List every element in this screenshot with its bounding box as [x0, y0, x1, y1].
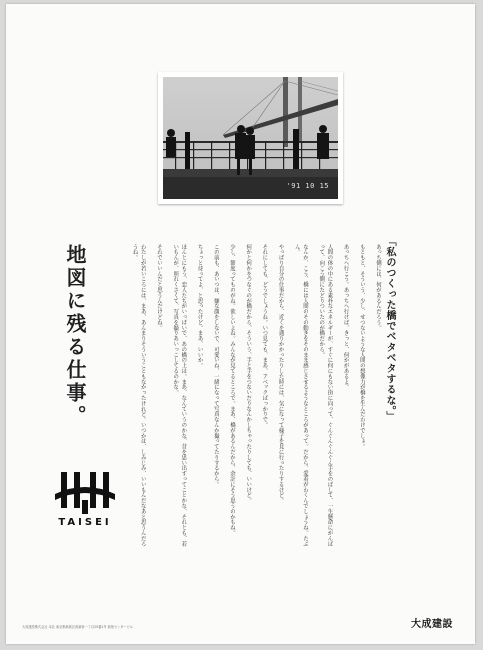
- body-paragraph: 人間の体の中にある素朴なエネルギーが、すぐに何にもない街に向って、ぐんぐんぐんぐん手をのばして、一生懸命にがんばって、向こう側にたどりついたのが橋だから。: [318, 244, 333, 547]
- advertisement-page: [6, 4, 475, 644]
- logo-wordmark: TAISEI: [58, 517, 112, 528]
- body-paragraph: それでいいんだと思うんだけどね。: [155, 244, 162, 331]
- body-paragraph: この前も、あいつは、嫌な顔をしないで、可愛いね、一緒になって写真なんか撮ってたりするから。: [212, 244, 219, 487]
- bridge-photo: [158, 72, 343, 204]
- body-paragraph: なんか、こう、橋には人間のその動きをそのまま感じさせるようなところがあって。だから、愛着がわくんでしょうね。たぶん。: [293, 244, 308, 547]
- body-paragraph: やっぱり自分の仕事だから、近くを通りかかったりした時には、気になって様子を見に行ったりするけど。: [277, 244, 284, 504]
- photo-date-stamp: '91 10 15: [286, 182, 329, 190]
- body-paragraph: 少し、節度ってものがね。欲しいよね。みんなが見てるところで。まあ、橋があるんだから、余計にそう思うのかもね。: [228, 244, 235, 536]
- body-paragraph: ほんとにもう、恋人たちがいっぱいで、あの橋の上は。まあ、なんていうのかな、昔を思い出すってことかな、それとも、若いもんが、照れくさくて、写真を撮りあいっこしてるのかな。: [172, 244, 187, 547]
- corporation-name: 大成建設: [411, 619, 453, 630]
- body-paragraph: わたしが若いころには、まあ、あんまりそういうこともなかったけれど。いつかは、しみじみ、いいもんだなあと思うんだろうね。: [131, 244, 146, 547]
- bridge-photo-image: [163, 77, 338, 199]
- body-paragraph: もともと、そういう、少し、せつないような人間の想像力が橋を生んだわけでしょ。: [358, 244, 365, 450]
- ad-title: 地図に残る仕事。: [63, 244, 87, 428]
- headline: 「私のつくった橋でベタベタするな。」: [384, 236, 395, 422]
- body-paragraph: あっちへ行こう。あっちへ行けば、きっと、何かがあるよ。: [342, 244, 349, 390]
- fineprint: 大成建設株式会社 本社 東京都新宿区西新宿一丁目25番1号 新宿センタービル: [22, 625, 133, 629]
- body-paragraph: それにしても、どうでしょうね。いつ見ても、まあ、アベックばっかりで。: [261, 244, 268, 428]
- body-paragraph: 何かと何かをつなぐのが橋だから、そういう、手と手をつないだりなんかしちゃったりしても、いいけど。: [245, 244, 252, 504]
- body-copy: [122, 244, 382, 550]
- body-paragraph: ちょっと待ってよ、と思ったけど。まあ、いいか。: [196, 244, 203, 369]
- body-paragraph: あっち側には、何があるんだろう。: [375, 244, 381, 331]
